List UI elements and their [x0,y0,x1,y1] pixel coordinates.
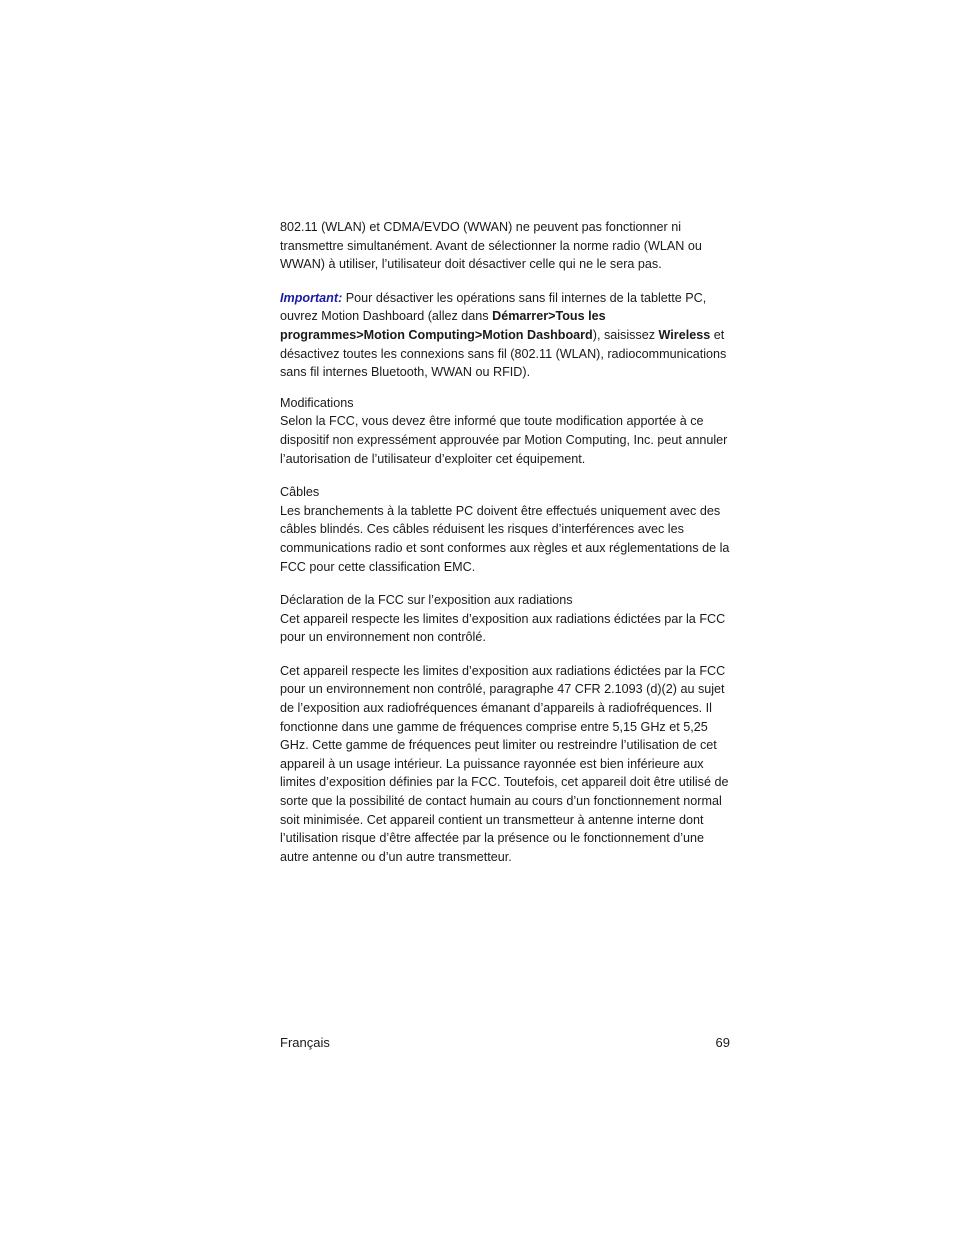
modifications-heading: Modifications [280,395,354,410]
important-keyword: Wireless [658,327,711,342]
radiation-body-2: Cet appareil respecte les limites d’exposition aux radiations édictées par la FCC pour un environnement non contrôlé, paragraphe 47 CFR 2.1093 (d)(2) au sujet de l’exposition aux radiofréquences émanant d’appareils à radiofréquences. Il fonctionne dans une gamme de fréquences comprise entre 5,15 GHz et 5,25 GHz. Cette gamme de fréquences peut limiter ou restreindre l’utilisation de cet appareil à un usage intérieur. La puissance rayonnée est bien inférieure aux limites d’exposition définies par la FCC. Toutefois, cet appareil doit être utilisé de sorte que la possibilité de contact humain au cours d’un fonctionnement normal soit minimisée. Cet appareil contient un transmetteur à antenne interne dont l’utilisation risque d’être affectée par la présence ou le fonctionnement d’une autre antenne ou d’un autre transmetteur. [280,663,729,864]
important-menu-path: Démarrer>Tous les programmes>Motion Computing>Motion Dashboard [280,309,606,342]
page-number: 69 [715,1035,730,1050]
important-text-1: Pour désactiver les opérations sans fil internes de la tablette PC, ouvrez Motion Dashboard (allez dans [280,290,707,324]
radiation-heading: Déclaration de la FCC sur l’exposition aux radiations [280,593,573,608]
modifications-body: Selon la FCC, vous devez être informé que toute modification apportée à ce dispositif non expressément approuvée par Motion Computing, Inc. peut annuler l’autorisation de l’utilisateur d’exploiter cet équipement. [280,414,728,466]
page-content [280,218,732,866]
important-note [280,289,732,382]
important-text-2: ), saisissez [592,327,659,342]
cables-heading: Câbles [280,485,320,500]
radiation-body-1: Cet appareil respecte les limites d’exposition aux radiations édictées par la FCC pour un environnement non contrôlé. [280,611,726,645]
wlan-wwan-paragraph: 802.11 (WLAN) et CDMA/EVDO (WWAN) ne peuvent pas fonctionner ni transmettre simultanément. Avant de sélectionner la norme radio (WLAN ou WWAN) à utiliser, l’utilisateur doit désactiver celle qui ne le sera pas. [280,220,702,272]
important-text-3: et désactivez toutes les connexions sans fil (802.11 (WLAN), radiocommunications sans fil internes Bluetooth, WWAN ou RFID). [280,327,727,380]
cables-body: Les branchements à la tablette PC doivent être effectués uniquement avec des câbles blindés. Ces câbles réduisent les risques d’interférences avec les communications radio et sont conformes aux règles et aux réglementations de la FCC pour cette classification EMC. [280,503,730,574]
footer-language: Français [280,1035,330,1050]
important-label: Important: [280,290,343,305]
